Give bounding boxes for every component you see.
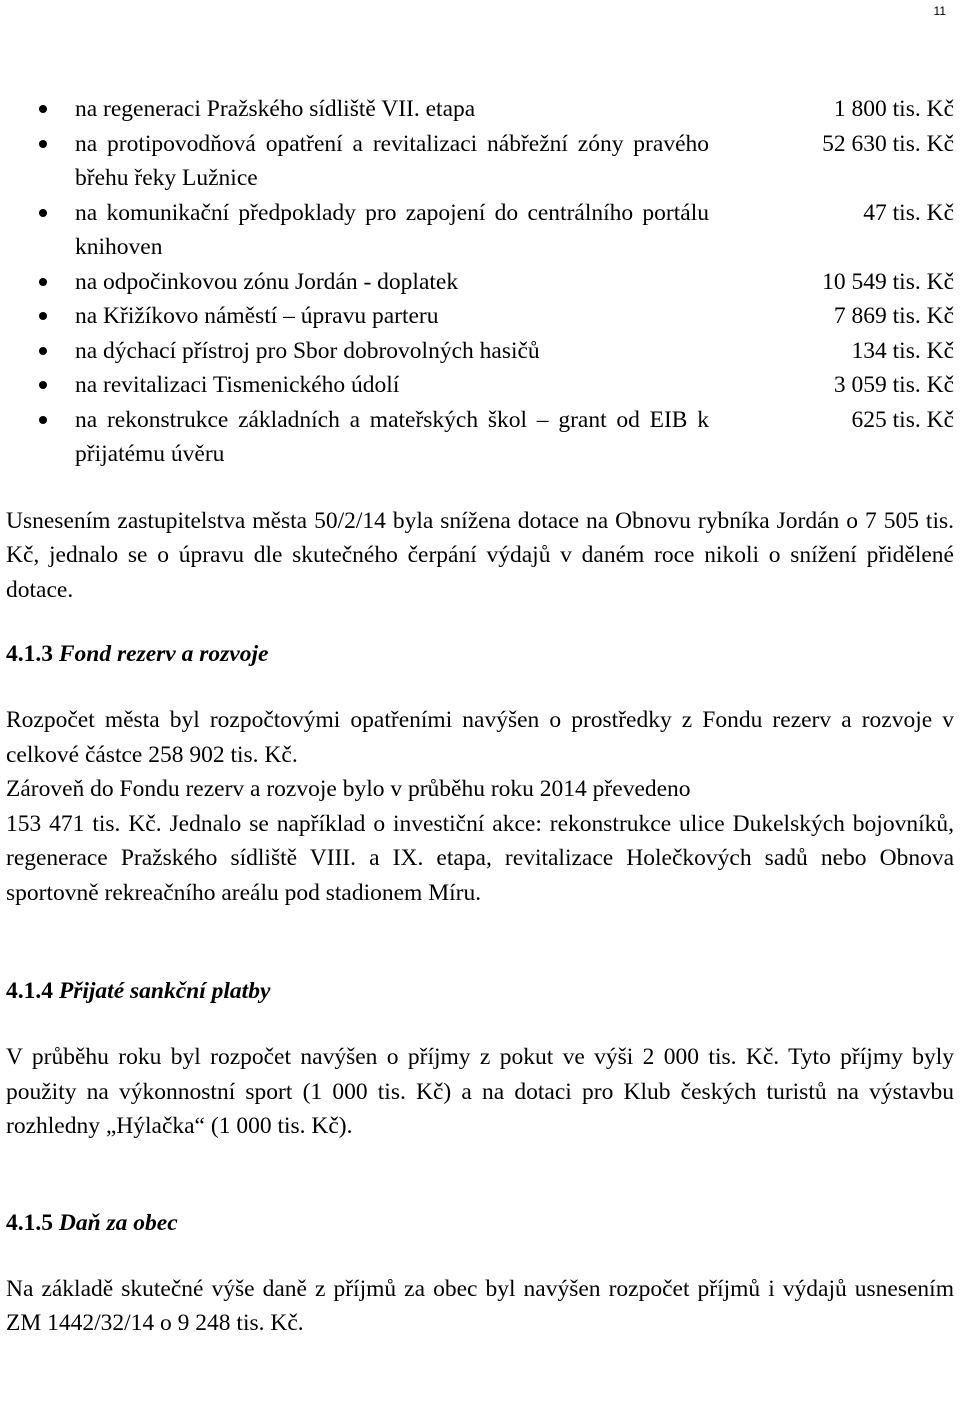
sanctions-paragraph: V průběhu roku byl rozpočet navýšen o příjmy z pokut ve výši 2 000 tis. Kč. Tyto příjmy byly použity na výkonnostní sport (1 000 tis. Kč) a na dotaci pro Klub českých turistů na výstavbu rozhledny „Hýlačka“ (1 000 tis. Kč). bbox=[6, 1044, 954, 1139]
item-amount: 47 tis. Kč bbox=[863, 199, 954, 226]
list-item bbox=[6, 92, 954, 127]
item-amount: 7 869 tis. Kč bbox=[833, 303, 954, 329]
section-heading-4-1-5 bbox=[6, 1206, 954, 1240]
item-description: na regeneraci Pražského sídliště VII. etapa bbox=[75, 96, 476, 122]
page-number: 11 bbox=[933, 4, 946, 18]
list-item bbox=[6, 299, 954, 334]
item-description: na revitalizaci Tismenického údolí bbox=[75, 372, 400, 398]
section-title: Fond rezerv a rozvoje bbox=[58, 641, 269, 667]
bullet-icon bbox=[39, 312, 47, 320]
section-title: Přijaté sankční platby bbox=[58, 978, 271, 1004]
bullet-icon bbox=[39, 347, 47, 355]
item-description: na odpočinkovou zónu Jordán - doplatek bbox=[75, 268, 459, 295]
list-item bbox=[6, 265, 954, 300]
item-amount: 3 059 tis. Kč bbox=[833, 372, 954, 398]
list-item bbox=[6, 334, 954, 369]
list-item bbox=[6, 368, 954, 403]
item-amount: 10 549 tis. Kč bbox=[822, 268, 954, 295]
fund-actions-paragraph: 153 471 tis. Kč. Jednalo se například o investiční akce: rekonstrukce ulice Dukelských bojovníků, regenerace Pražského sídliště VIII. a IX. etapa, revitalizace Holečkových sadů nebo Obnova sportovně rekreačního areálu pod stadionem Míru. bbox=[6, 810, 954, 906]
bullet-icon bbox=[39, 140, 47, 148]
section-heading-4-1-3 bbox=[6, 637, 954, 671]
item-description: na protipovodňová opatření a revitalizaci nábřežní zóny pravého břehu řeky Lužnice bbox=[75, 130, 709, 191]
resolution-paragraph: Usnesením zastupitelstva města 50/2/14 byla snížena dotace na Obnovu rybníka Jordán o 7 505 tis. Kč, jednalo se o úpravu dle skutečného čerpání výdajů v daném roce nikoli o snížení přidělené dotace. bbox=[6, 507, 954, 603]
bullet-icon bbox=[39, 105, 47, 113]
bullet-icon bbox=[39, 381, 47, 389]
item-amount: 134 tis. Kč bbox=[851, 337, 954, 364]
document-body bbox=[6, 92, 954, 1341]
bullet-icon bbox=[39, 416, 47, 424]
bullet-icon bbox=[39, 278, 47, 286]
tax-paragraph: Na základě skutečné výše daně z příjmů za obec byl navýšen rozpočet příjmů i výdajů usnesením ZM 1442/32/14 o 9 248 tis. Kč. bbox=[6, 1275, 954, 1336]
item-description: na Křižíkovo náměstí – úpravu parteru bbox=[75, 303, 439, 329]
section-heading-4-1-4 bbox=[6, 974, 954, 1008]
item-amount: 52 630 tis. Kč bbox=[822, 130, 954, 157]
section-title: Daň za obec bbox=[58, 1209, 178, 1236]
bullet-icon bbox=[39, 209, 47, 217]
fund-transfer-paragraph: Zároveň do Fondu rezerv a rozvoje bylo v průběhu roku 2014 převedeno bbox=[6, 776, 691, 802]
section-number: 4.1.3 bbox=[6, 641, 53, 667]
item-amount: 1 800 tis. Kč bbox=[833, 96, 954, 122]
item-description: na dýchací přístroj pro Sbor dobrovolných hasičů bbox=[75, 337, 540, 364]
section-number: 4.1.5 bbox=[6, 1209, 53, 1236]
list-item bbox=[6, 196, 954, 265]
list-item bbox=[6, 403, 954, 472]
fund-reserve-paragraph: Rozpočet města byl rozpočtovými opatřeními navýšen o prostředky z Fondu rezerv a rozvoje v celkové částce 258 902 tis. Kč. bbox=[6, 707, 954, 768]
section-number: 4.1.4 bbox=[6, 978, 53, 1004]
item-description: na rekonstrukce základních a mateřských škol – grant od EIB k přijatému úvěru bbox=[75, 406, 709, 467]
item-amount: 625 tis. Kč bbox=[851, 406, 954, 433]
allocation-list bbox=[6, 92, 954, 472]
item-description: na komunikační předpoklady pro zapojení do centrálního portálu knihoven bbox=[75, 199, 709, 260]
list-item bbox=[6, 127, 954, 196]
